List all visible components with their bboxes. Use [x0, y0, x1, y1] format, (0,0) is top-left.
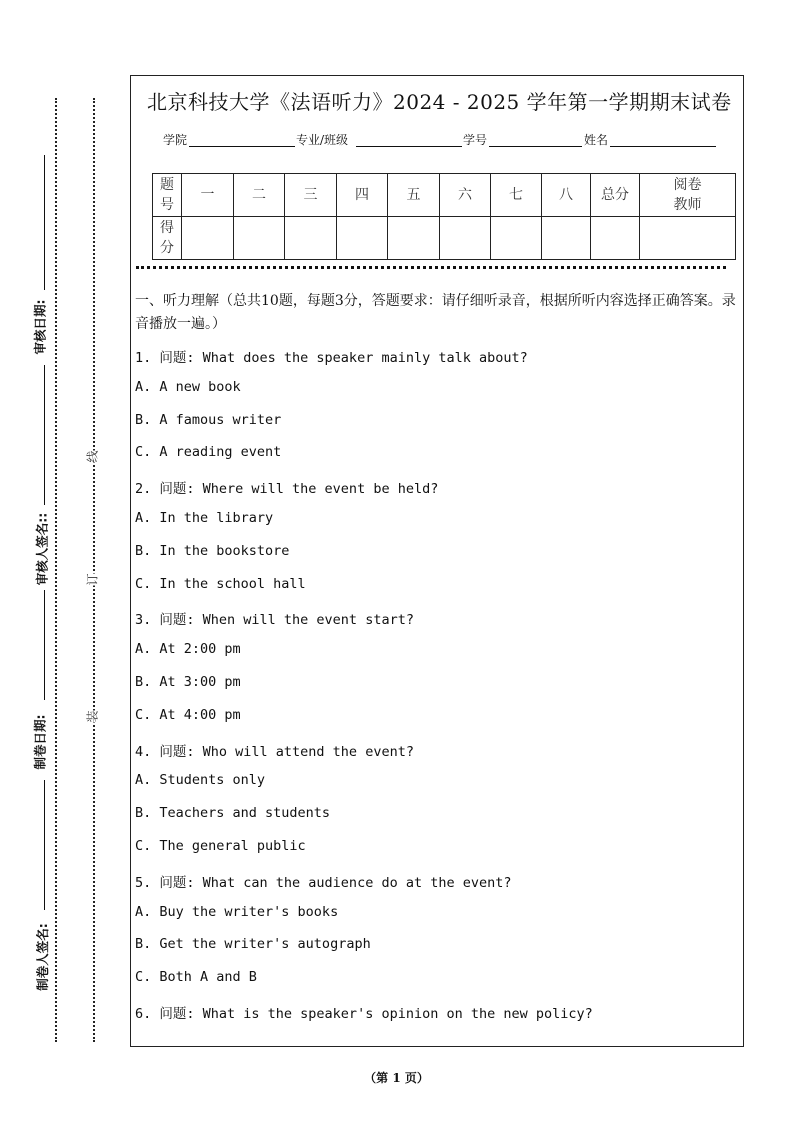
prepare-date-label: 制卷日期: [32, 714, 48, 770]
signature-line [44, 590, 45, 700]
name-label: 姓名 [584, 133, 609, 147]
question: 3. 问题: When will the event start? [135, 612, 414, 629]
page-number: （第 1 页） [364, 1071, 429, 1085]
row-header: 得分 [160, 220, 174, 256]
score-cell[interactable] [234, 217, 285, 260]
answer-option[interactable]: C. Both A and B [135, 969, 257, 986]
answer-option[interactable]: A. A new book [135, 378, 241, 395]
major-label: 专业/班级 [296, 133, 349, 147]
student-id-field[interactable] [489, 146, 582, 147]
answer-option[interactable]: B. In the bookstore [135, 542, 290, 559]
major-field[interactable] [356, 146, 462, 147]
answer-option[interactable]: B. Get the writer's autograph [135, 936, 371, 953]
name-field[interactable] [610, 146, 716, 147]
score-cell[interactable] [440, 217, 491, 260]
table-row [153, 174, 736, 217]
separator [136, 266, 726, 269]
review-date-label: 审核日期: [32, 299, 48, 355]
score-cell[interactable] [542, 217, 591, 260]
row-header: 题号 [160, 177, 174, 213]
answer-option[interactable]: A. Buy the writer's books [135, 903, 339, 920]
answer-option[interactable]: B. A famous writer [135, 411, 282, 428]
score-cell[interactable] [182, 217, 234, 260]
signature-line [44, 365, 45, 505]
column-header: 一 [182, 174, 234, 217]
column-header: 阅卷教师 [673, 177, 702, 213]
binding-char: 装 [85, 710, 100, 723]
score-cell[interactable] [491, 217, 542, 260]
answer-option[interactable]: B. At 3:00 pm [135, 674, 241, 690]
answer-option[interactable]: A. At 2:00 pm [135, 641, 241, 658]
answer-option[interactable]: B. Teachers and students [135, 805, 331, 822]
student-id-label: 学号 [463, 133, 488, 147]
preparer-signature-label: 制卷人签名: [34, 923, 50, 991]
reviewer-signature-label: 审核人签名:: [34, 512, 50, 586]
signature-line [44, 780, 45, 910]
answer-option[interactable]: C. The general public [135, 838, 306, 854]
score-cell[interactable] [337, 217, 388, 260]
answer-option[interactable]: A. In the library [135, 510, 274, 526]
question: 5. 问题: What can the audience do at the event? [135, 874, 512, 891]
column-header: 六 [440, 174, 491, 217]
binding-dotted-line [55, 98, 57, 1042]
binding-char: 订 [85, 573, 100, 586]
score-cell[interactable] [591, 217, 640, 260]
question: 1. 问题: What does the speaker mainly talk about? [135, 350, 528, 366]
answer-option[interactable]: C. In the school hall [135, 575, 306, 592]
score-cell[interactable] [285, 217, 337, 260]
column-header: 五 [388, 174, 440, 217]
column-header: 四 [337, 174, 388, 217]
answer-option[interactable]: C. A reading event [135, 444, 282, 461]
binding-char: 线 [85, 450, 100, 463]
cut-dotted-line [93, 98, 95, 1042]
score-table [152, 173, 736, 260]
question: 6. 问题: What is the speaker's opinion on the new policy? [135, 1006, 593, 1022]
question: 2. 问题: Where will the event be held? [135, 481, 439, 498]
answer-option[interactable]: C. At 4:00 pm [135, 706, 241, 723]
score-cell[interactable] [388, 217, 440, 260]
answer-option[interactable]: A. Students only [135, 772, 266, 789]
table-row [153, 217, 736, 260]
column-header: 三 [285, 174, 337, 217]
section-heading: 一、听力理解（总共10题，每题3分，答题要求：请仔细听录音，根据所听内容选择正确答案。录音播放一遍。） [135, 293, 736, 332]
column-header: 八 [542, 174, 591, 217]
signature-line [44, 155, 45, 290]
question: 4. 问题: Who will attend the event? [135, 743, 414, 760]
college-field[interactable] [189, 146, 295, 147]
column-header: 二 [234, 174, 285, 217]
column-header: 七 [491, 174, 542, 217]
college-label: 学院 [163, 133, 188, 147]
score-cell[interactable] [640, 217, 736, 260]
exam-title: 北京科技大学《法语听力》2024 - 2025 学年第一学期期末试卷 [147, 90, 732, 114]
column-header: 总分 [591, 174, 640, 217]
